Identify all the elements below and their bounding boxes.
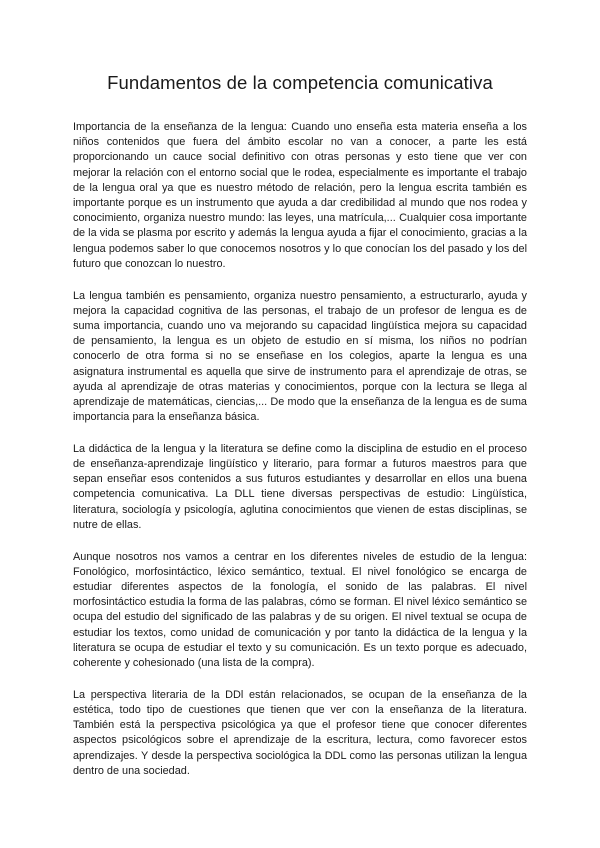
paragraph-4: Aunque nosotros nos vamos a centrar en los diferentes niveles de estudio de la lengua: Fonológico, morfosintáctico, léxico semántico, textual. El nivel fonológico se encarga de estudiar diferentes aspectos de la fonología, el sonido de las palabras. El nivel morfosintáctico estudia la forma de las palabras, cómo se forman. El nivel léxico semántico se ocupa del estudio del significado de las palabras y de su origen. El nivel textual se ocupa de estudiar los textos, como unidad de comunicación y por tanto la didáctica de la lengua y la literatura se ocupa de estudiar el texto y su comunicación. Es un texto porque es adecuado, coherente y cohesionado (una lista de la compra). — [73, 550, 527, 669]
paragraph-1: Importancia de la enseñanza de la lengua: Cuando uno enseña esta materia enseña a los niños contenidos que fuera del ámbito escolar no van a conocer, a parte les está proporcionando un cauce social definitivo con otras personas y esto tiene que ver con mejorar la relación con el entorno social que le rodea, especialmente es importante el trabajo de la lengua oral ya que es nuestro método de relación, pero la lengua escrita también es importante porque es un instrumento que ayuda a dar credibilidad al mundo que nos rodea y conocimiento, organiza nuestro mundo: las leyes, una matrícula,... Cualquier cosa importante de la vida se plasma por escrito y además la lengua ayuda a fijar el conocimiento, gracias a la lengua podemos saber lo que conocemos nosotros y lo que conocían los del pasado y los del futuro que conozcan lo nuestro. — [73, 121, 527, 270]
paragraph-3: La didáctica de la lengua y la literatura se define como la disciplina de estudio en el proceso de enseñanza-aprendizaje lingüístico y literario, para formar a futuros maestros para que sepan enseñar esos contenidos a sus futuros estudiantes y desarrollar en ellos una buena competencia comunicativa. La DLL tiene diversas perspectivas de estudio: Lingüística, literatura, sociología y psicología, aglutina conocimientos que vienen de estas disciplinas, se nutre de ellas. — [73, 442, 527, 531]
paragraph-5: La perspectiva literaria de la DDl están relacionados, se ocupan de la enseñanza de la estética, todo tipo de cuestiones que tienen que ver con la enseñanza de la literatura. También está la perspectiva psicológica ya que el profesor tiene que conocer diferentes aspectos psicológicos sobre el aprendizaje de la escritura, lectura, como favorecer estos aprendizajes. Y desde la perspectiva sociológica la DDL como las personas utilizan la lengua dentro de una sociedad. — [73, 688, 527, 777]
document-title: Fundamentos de la competencia comunicativa — [107, 72, 493, 93]
paragraph-2: La lengua también es pensamiento, organiza nuestro pensamiento, a estructurarlo, ayuda y mejora la capacidad cognitiva de las personas, el trabajo de un profesor de lengua es de suma importancia, cuando uno va mejorando su capacidad lingüística mejora su capacidad de pensamiento, la lengua es un objeto de estudio en sí misma, los niños no podrían conocerlo de otra forma si no se enseñase en los colegios, aparte la lengua es una asignatura instrumental es aquella que sirve de instrumento para el aprendizaje de otras, se ayuda al aprendizaje de otras materias y conocimientos, porque con la lectura se llega al aprendizaje de matemáticas, ciencias,... De modo que la enseñanza de la lengua es de suma importancia para la enseñanza básica. — [73, 289, 527, 424]
document-body — [73, 120, 527, 795]
